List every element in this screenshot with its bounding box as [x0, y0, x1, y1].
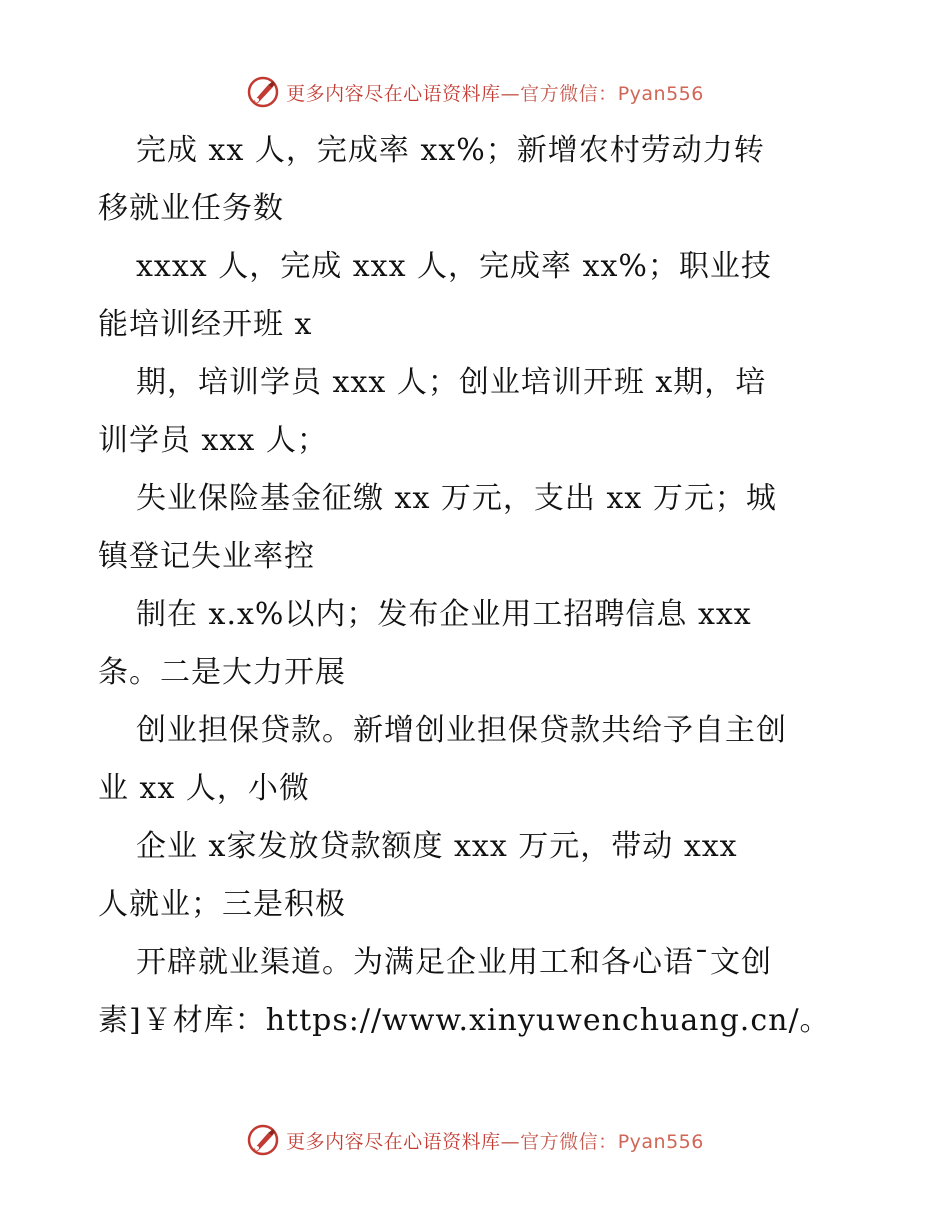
banner-text [286, 1127, 704, 1154]
banner-wechat-account: Pyan556 [617, 82, 704, 105]
text-line-5: 期，培训学员 xxx 人；创业培训开班 x期，培 [136, 365, 767, 400]
text-line-3: xxxx 人，完成 xxx 人，完成率 xx%；职业技 [136, 249, 772, 284]
text-line-11: 创业担保贷款。新增创业担保贷款共给予自主创 [136, 713, 787, 748]
text-line-12: 业 xx 人，小微 [98, 771, 310, 806]
banner-main-text: 更多内容尽在心语资料库 [286, 1130, 501, 1153]
text-line-10: 条。二是大力开展 [98, 655, 346, 690]
document-body [98, 122, 858, 1050]
text-line-4: 能培训经开班 x [98, 307, 313, 342]
banner-dash: — [500, 1130, 521, 1153]
banner-text [286, 79, 704, 106]
pen-logo-icon [246, 1123, 280, 1157]
banner-main-text: 更多内容尽在心语资料库 [286, 82, 501, 105]
pen-logo-icon [246, 75, 280, 109]
banner-wechat-label: 官方微信： [520, 82, 618, 105]
footer-banner [0, 1120, 950, 1160]
text-line-13: 企业 x家发放贷款额度 xxx 万元，带动 xxx [136, 829, 738, 864]
text-line-14: 人就业；三是积极 [98, 887, 346, 922]
text-line-7: 失业保险基金征缴 xx 万元，支出 xx 万元；城 [136, 481, 777, 516]
text-line-9: 制在 x.x%以内；发布企业用工招聘信息 xxx [136, 597, 752, 632]
header-banner [0, 72, 950, 112]
text-line-8: 镇登记失业率控 [98, 539, 315, 574]
text-line-6: 训学员 xxx 人； [98, 423, 328, 458]
text-line-16: 素]￥材库：https://www.xinyuwenchuang.cn/。 [98, 1003, 831, 1038]
banner-wechat-label: 官方微信： [520, 1130, 618, 1153]
text-line-1: 完成 xx 人，完成率 xx%；新增农村劳动力转 [136, 133, 765, 168]
banner-wechat-account: Pyan556 [617, 1130, 704, 1153]
text-line-2: 移就业任务数 [98, 191, 284, 226]
banner-dash: — [500, 82, 521, 105]
text-line-15: 开辟就业渠道。为满足企业用工和各心语¯文创 [136, 945, 772, 980]
